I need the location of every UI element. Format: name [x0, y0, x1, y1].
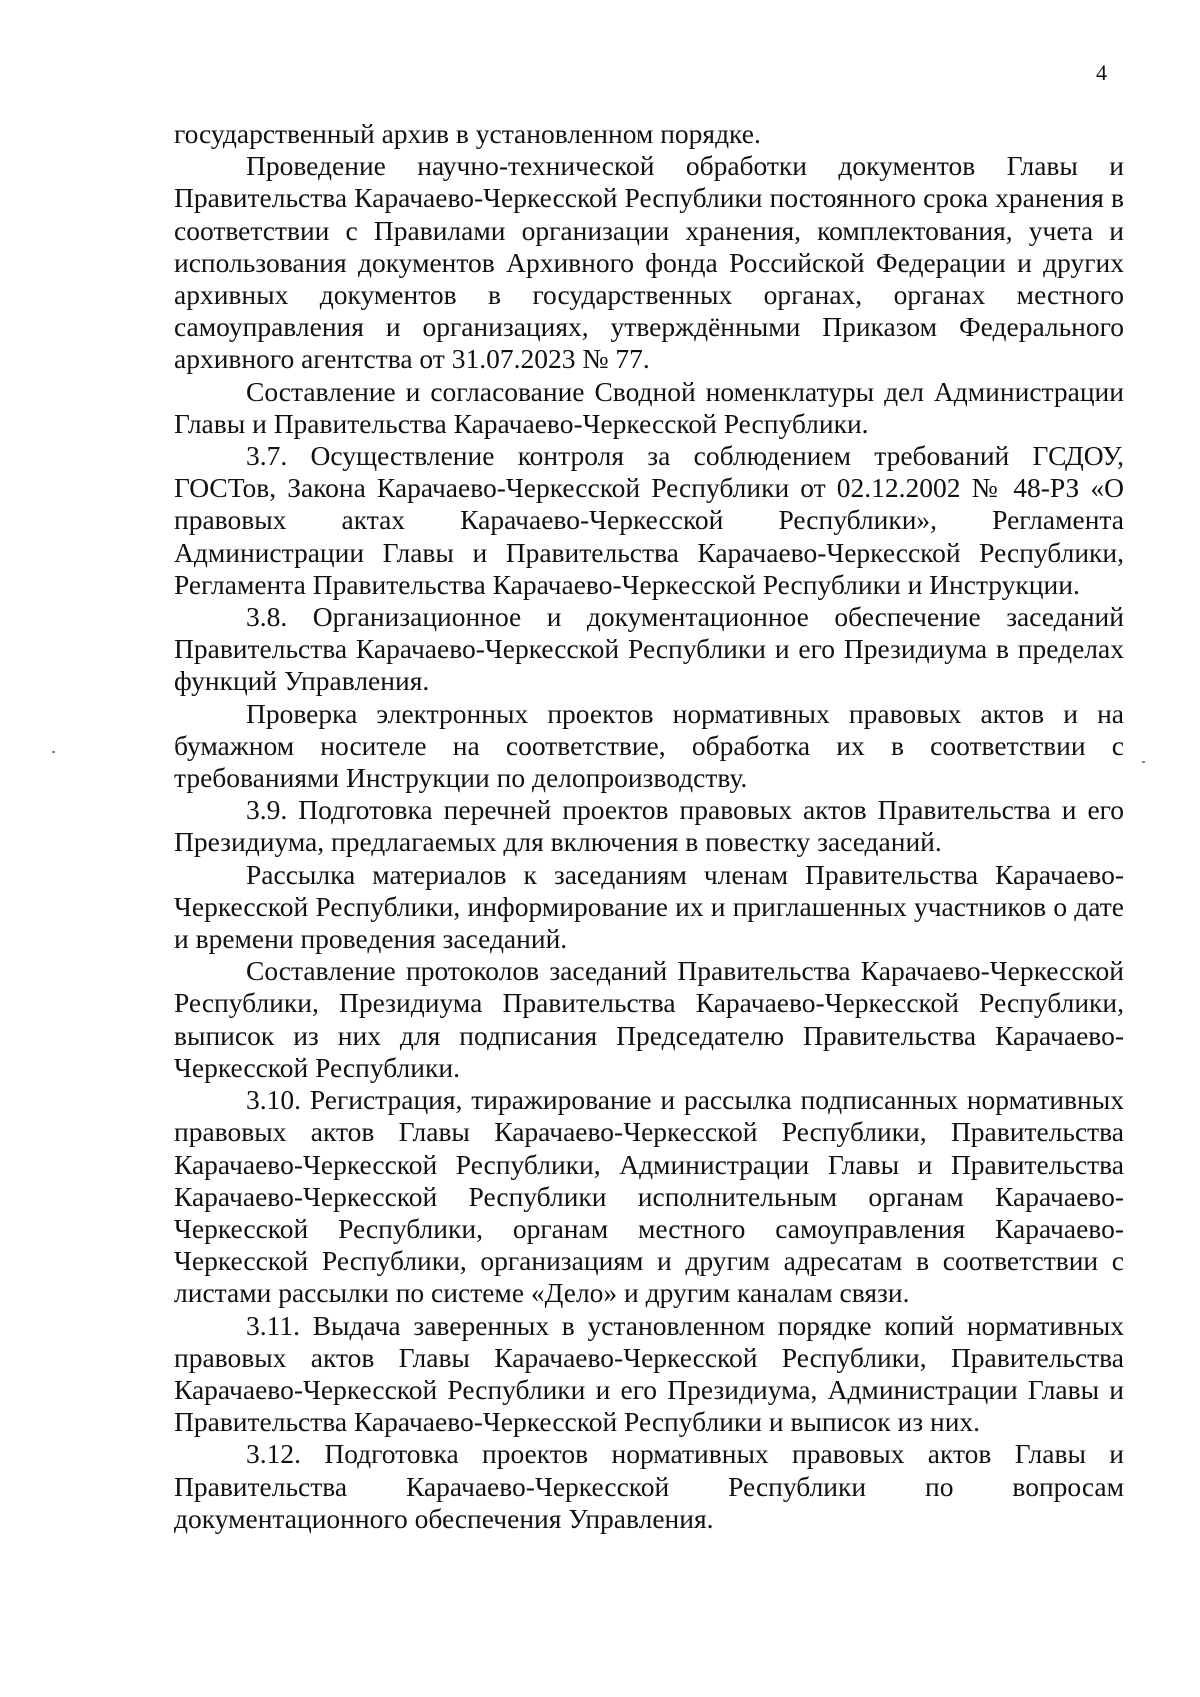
paragraph-3-10: 3.10. Регистрация, тиражирование и рассылка подписанных нормативных правовых актов Главы Карачаево-Черкесской Республики, Правительства Карачаево-Черкесской Республики, Администрации Главы и Правительства Карачаево-Черкесской Республики исполнительным органам Карачаево-Черкесской Республики, органам местного самоуправления Карачаево-Черкесской Республики, организациям и другим адресатам в соответствии с листами рассылки по системе «Дело» и другим каналам связи. — [174, 1084, 1124, 1309]
paragraph-nomenclature: Составление и согласование Сводной номенклатуры дел Администрации Главы и Правительства Карачаево-Черкесской Республики. — [174, 375, 1124, 439]
scan-speck-left — [52, 751, 55, 753]
paragraph-3-11: 3.11. Выдача заверенных в установленном порядке копий нормативных правовых актов Главы Карачаево-Черкесской Республики, Правительства Карачаево-Черкесской Республики и его Президиума, Администрации Главы и Правительства Карачаево-Черкесской Республики и выписок из них. — [174, 1309, 1124, 1438]
paragraph-3-8: 3.8. Организационное и документационное обеспечение заседаний Правительства Карачаево-Черкесской Республики и его Президиума в пределах функций Управления. — [174, 601, 1124, 697]
paragraph-project-check: Проверка электронных проектов нормативных правовых актов и на бумажном носителе на соответствие, обработка их в соответствии с требованиями Инструкции по делопроизводству. — [174, 697, 1124, 794]
scan-speck-right — [1142, 761, 1145, 763]
paragraph-3-7: 3.7. Осуществление контроля за соблюдением требований ГСДОУ, ГОСТов, Закона Карачаево-Черкесской Республики от 02.12.2002 № 48-РЗ «О правовых актах Карачаево-Черкесской Республики», Регламента Администрации Главы и Правительства Карачаево-Черкесской Республики, Регламента Правительства Карачаево-Черкесской Республики и Инструкции. — [174, 440, 1124, 600]
paragraph-materials-mailing: Рассылка материалов к заседаниям членам Правительства Карачаево-Черкесской Республики, информирование их и приглашенных участников о дате и времени проведения заседаний. — [174, 858, 1124, 955]
paragraph-protocols: Составление протоколов заседаний Правительства Карачаево-Черкесской Республики, Президиума Правительства Карачаево-Черкесской Республики, выписок из них для подписания Председателю Правительства Карачаево-Черкесской Республики. — [174, 955, 1124, 1083]
document-body — [174, 118, 1124, 1535]
paragraph-scientific-processing: Проведение научно-технической обработки документов Главы и Правительства Карачаево-Черкесской Республики постоянного срока хранения в соответствии с Правилами организации хранения, комплектования, учета и использования документов Архивного фонда Российской Федерации и других архивных документов в государственных органах, органах местного самоуправления и организациях, утверждёнными Приказом Федерального архивного агентства от 31.07.2023 № 77. — [174, 150, 1124, 375]
paragraph-3-12: 3.12. Подготовка проектов нормативных правовых актов Главы и Правительства Карачаево-Черкесской Республики по вопросам документационного обеспечения Управления. — [174, 1438, 1124, 1534]
paragraph-3-9: 3.9. Подготовка перечней проектов правовых актов Правительства и его Президиума, предлагаемых для включения в повестку заседаний. — [174, 794, 1124, 858]
page-number: 4 — [1096, 60, 1107, 85]
paragraph-archive-continuation: государственный архив в установленном порядке. — [174, 118, 761, 149]
